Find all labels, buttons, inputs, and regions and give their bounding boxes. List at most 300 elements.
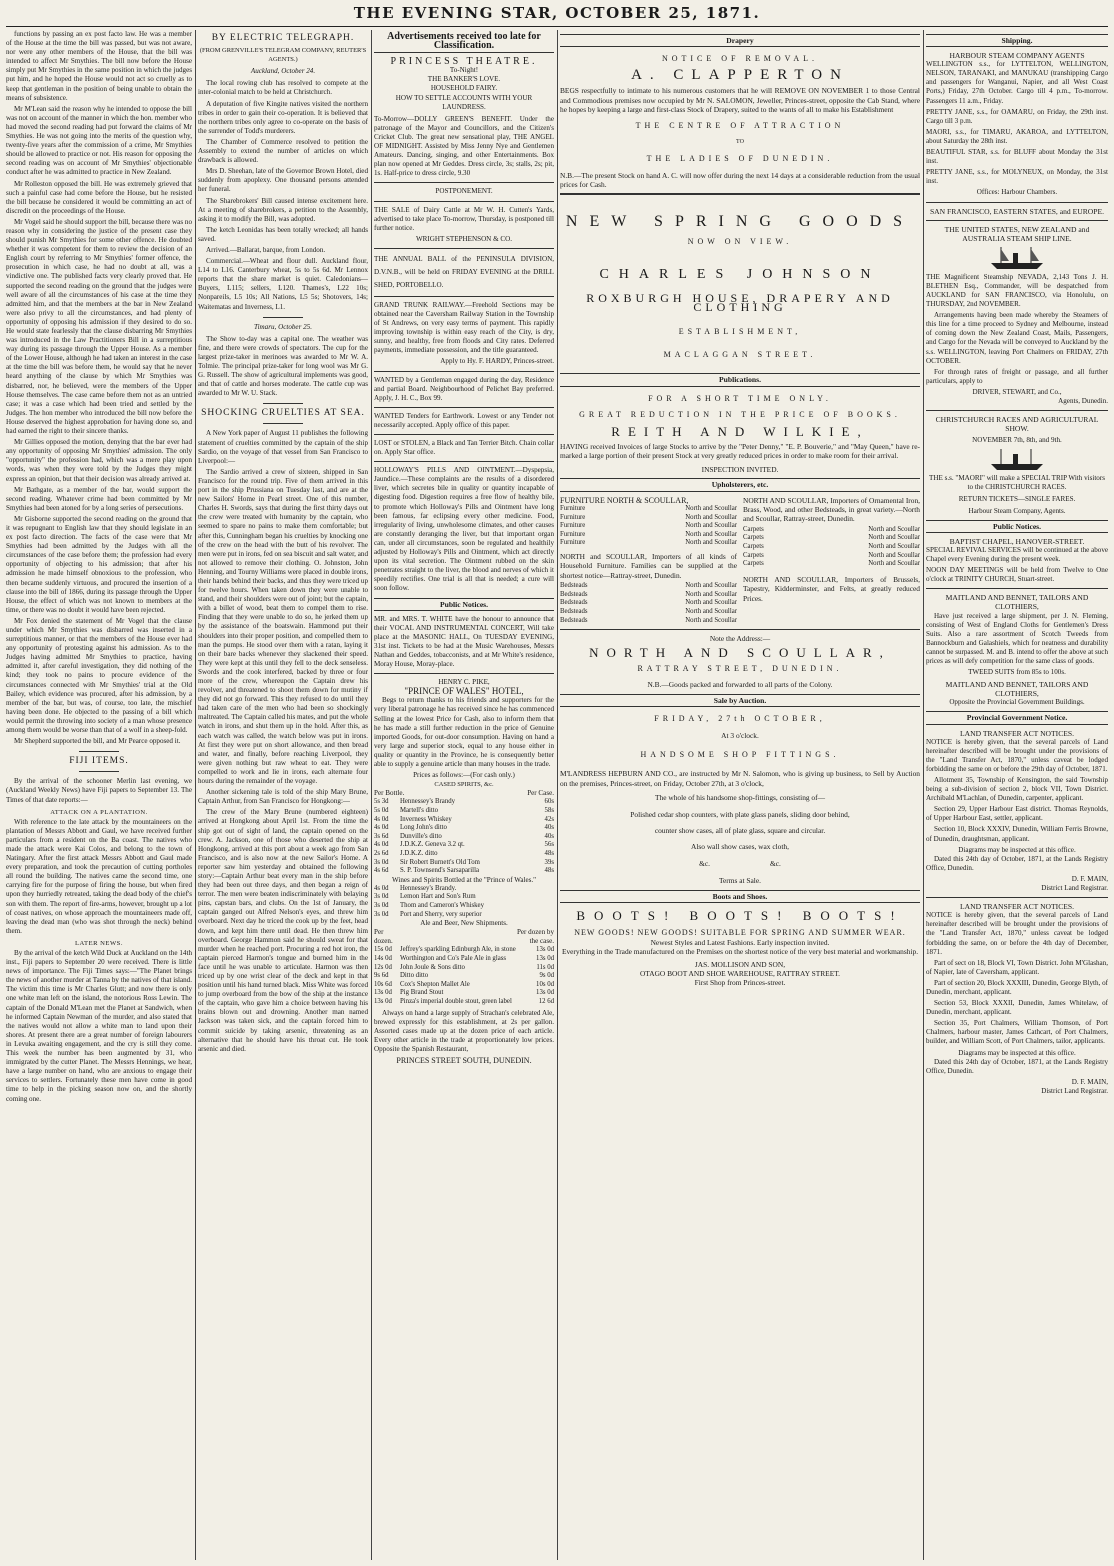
divider xyxy=(263,423,303,424)
attack-subtitle: ATTACK ON A PLANTATION. xyxy=(50,808,148,816)
price-row xyxy=(374,798,554,807)
provincial-header: Provincial Government Notice. xyxy=(926,711,1108,724)
listing-item: Furniture xyxy=(560,539,586,547)
divider xyxy=(79,771,119,772)
price-case: 11s 0d xyxy=(536,963,554,971)
paragraph: Mr Bathgate, as a member of the bar, would support the second reading. Whatever crime had been committed by Mr Smythies had been atoned for by a long series of persecutions. xyxy=(6,485,192,512)
price-bottle: 5s 3d xyxy=(374,798,389,806)
furniture-table xyxy=(560,505,737,548)
wanted-residence: WANTED by a Gentleman engaged during the day, Residence and partial Board. Neighbourhood of Pelichet Bay preferred. Apply, J. H. C., Box 99. xyxy=(374,375,554,402)
publications-header: Publications. xyxy=(560,373,920,386)
listing-row xyxy=(743,526,920,535)
item-name: Dunville's ditto xyxy=(400,832,442,840)
establishment: ESTABLISHMENT, xyxy=(678,326,802,336)
iron-text: NORTH AND SCOULLAR, Importers of Ornamental Iron, Brass, Wood, and other Bedsteads, in great variety.—North and Scoullar, Rattray-street, Dunedin. xyxy=(743,495,920,524)
theatre-tonight: To-Night! xyxy=(449,66,479,75)
boots-header: Boots and Shoes. xyxy=(560,890,920,903)
reith-wilkie: REITH AND WILKIE, xyxy=(611,423,869,439)
item-name: Lemon Hart and Son's Rum xyxy=(400,893,476,901)
price-bottle: 12s 0d xyxy=(374,963,392,971)
price-bottle: 14s 0d xyxy=(374,955,392,963)
price-bottle: 15s 0d xyxy=(374,946,392,954)
spirits-table xyxy=(374,798,554,875)
listing-firm: North and Scoullar xyxy=(868,560,920,568)
listing-item: Bedsteads xyxy=(560,616,588,624)
price-bottle: 13s 0d xyxy=(374,989,392,997)
price-row xyxy=(374,893,554,902)
price-case: 42s xyxy=(544,815,554,823)
column-divider xyxy=(371,30,372,1560)
inspection-invited: INSPECTION INVITED. xyxy=(701,464,779,474)
divider xyxy=(374,182,554,183)
item-name: Pinza's imperial double stout, green label xyxy=(400,998,512,1006)
ale-heading xyxy=(374,928,554,937)
maori-trip: THE s.s. "MAORI" will make a SPECIAL TRIP With visitors to the CHRISTCHURCH RACES. xyxy=(929,474,1105,492)
us-line-title: THE UNITED STATES, NEW ZEALAND and AUSTRALIA STEAM SHIP LINE. xyxy=(944,224,1090,243)
polished-counters: Polished cedar shop counters, with plate glass panels, sliding door behind, xyxy=(630,809,850,819)
column-divider xyxy=(923,30,924,1560)
price-row xyxy=(374,989,554,998)
nevada-notice: THE Magnificent Steamship NEVADA, 2,143 Tons J. H. BLETHEN Esq., Commander, will be despatched from AUCKLAND for SAN FRANCISCO, via Honolulu, on THURSDAY, 2nd NOVEMBER. xyxy=(926,272,1108,309)
top-rule xyxy=(6,26,1108,27)
news-item: The local rowing club has resolved to compete at the inter-colonial match to be held at Christchurch. xyxy=(198,79,368,97)
price-case: 13s 0d xyxy=(536,946,554,954)
item-name: J.D.K.Z. Geneva 3.2 qt. xyxy=(400,841,465,849)
price-case: 56s xyxy=(544,841,554,849)
price-heading xyxy=(374,789,554,798)
item-name: Hennessey's Brandy xyxy=(400,798,456,806)
price-case: 40s xyxy=(544,832,554,840)
per-bottle: Per Bottle. xyxy=(374,789,405,798)
price-row xyxy=(374,807,554,816)
telegraph-title: BY ELECTRIC TELEGRAPH. xyxy=(211,33,355,43)
item-name: Ditto ditto xyxy=(400,972,429,980)
upholsterers-header: Upholsterers, etc. xyxy=(560,478,920,491)
pretty-jane-oamaru: PRETTY JANE, s.s., for OAMARU, on Friday, the 29th inst. Cargo till 3 p.m. xyxy=(926,107,1108,125)
price-case: 9s 0d xyxy=(539,972,554,980)
lta-notice-1: NOTICE is hereby given, that the several parcels of Land hereinafter described will be brought under the provisions of the "Land Transfer Act, 1870," unless caveat be lodged forbidding the same on or before the 29th day of October, 1871. xyxy=(926,737,1108,773)
attack-paragraph: With reference to the late attack by the mountaineers on the plantation of Messrs Abbott and Gaul, we have received further particulars from a resident on the Ba coast. The natives who made the attack were Kai Colos, and belong to the town of Natingary. After the first attack Messrs Abbott and Gaul made every preparation, and took the precaution of cutting portholes all round the building. The natives came the second time, one carrying fire for the purpose of firing the house, but when fired upon they hurriedly retreated, taking the dead body of the chief's son with them. The report of fire-arms, however, brought up a lot of coast natives, on whose approach the mountaineers made off, leaving the dead man (who was shot through the neck) behind them. xyxy=(6,817,192,935)
later-paragraph: By the arrival of the ketch Wild Duck at Auckland on the 14th inst., Fiji papers to September 20 were received. There is little news of importance. The Fiji Times says:—"The Planet brings the news of another murder at Tanna by the natives of that island. The victim this time is Mr Charles Glutt; and now there is only one white man left on the island, the notorious Ross Lewin. The captain of the Donald M'Lean met the Planet at Sandwich, when he informed Captain Newman of the murder, and also stated that the natives would not allow a white man to land upon their shores. At present there are a great number of foreign labourers in Levuka awaiting engagement, and the cry is still they come. This week the number has been augmented by 31, who immigrated by the cutter Planet. The Messrs Hennings, we hear, have a large number on hand, who are anxious to engage their services to settlers. Fortunately these men have come in good time to help in the picking season now on, and the shortly coming one. xyxy=(6,949,192,1103)
new-spring-goods: NEW SPRING GOODS xyxy=(565,213,915,231)
news-item: A deputation of five Kingite natives visited the northern tribes in order to gain their co-operation. It is believed that the northern tribes only agree to co-operate on the basis of the surrender of Todd's murderers. xyxy=(198,99,368,135)
lta-title-2: LAND TRANSFER ACT NOTICES. xyxy=(959,902,1075,912)
listing-row xyxy=(743,552,920,561)
postponement-body: THE SALE of Dairy Cattle at Mr W. H. Cutten's Yards, advertised to take place To-morrow, Thursday, is postponed till further notice. xyxy=(374,205,554,232)
clapperton-nb: N.B.—The present Stock on hand A. C. will now offer during the next 14 days at a considerable reduction from the usual prices for Cash. xyxy=(560,170,920,190)
newest-styles: Newest Styles and Latest Fashions. Early inspection invited. xyxy=(650,937,830,947)
price-bottle: 10s 6d xyxy=(374,980,392,988)
tweed-suits: TWEED SUITS from 85s to 100s. xyxy=(968,668,1066,677)
price-bottle: 4s 0d xyxy=(374,841,389,849)
auction-date: FRIDAY, 27th OCTOBER, xyxy=(654,714,826,724)
item-name: Cox's Shepton Mallet Ale xyxy=(400,980,470,988)
paragraph: Mr Shepherd supported the bill, and Mr Pearce opposed it. xyxy=(14,737,181,746)
price-bottle: 5s 0d xyxy=(374,806,389,814)
item-name: Inverness Whiskey xyxy=(400,815,452,823)
later-subtitle: LATER NEWS. xyxy=(75,939,123,947)
paragraph: The crew of the Mary Brune (numbered eighteen) arrived at Hongkong about April 1st. From the time the ship got out of sight of land, the captain opened on the crew. A. Jackson, one of those who deserted the ship at Hongkong, arrived at this port about a week ago from San Francisco, and is also now at the new Sailor's Home. A reporter saw him yesterday and obtained the following story:—Captain Arthur beat every man in the ship before they had been out three days, and then began a reign of terror. The men were beaten indiscriminately with belaying pins, capstan bars, and clubs. On the 1st of January, the captain ganged out Alfred Nelson's eyes, and threw him overboard. Next day he triced the cook up by the feet, head down, and kept him there until dead. He then threw him overboard. George Hammon said he should sweat for that murder when he reached port. Procuring a red hot iron, the captain pierced Harmon's tongue and burned him in the face until he was unable to articulate. Harmon was then triced up by one wrist clear of the deck and kept in that position until his hand turned black. Miss White was forced to jump overboard from the bow of the ship at the instance of the captain, who gave him a choice between having his brains blown out and drowning. Another man named Jackson was taken sick, and the captain forced him to commit suicide by taking arsenic, threatening as an alternative that he should have his throat cut. He took arsenic and died. xyxy=(198,808,368,1053)
fiji-title: FIJI ITEMS. xyxy=(69,756,129,767)
column-divider xyxy=(557,30,558,1560)
divider xyxy=(79,751,119,752)
price-row xyxy=(374,885,554,894)
book-reduction: GREAT REDUCTION IN THE PRICE OF BOOKS. xyxy=(579,410,901,420)
centre-attraction: THE CENTRE OF ATTRACTION xyxy=(635,121,845,131)
divider xyxy=(560,193,920,195)
listing-firm: North and Scoullar xyxy=(868,534,920,542)
price-row xyxy=(374,859,554,868)
listing-row xyxy=(560,539,737,548)
divider xyxy=(926,410,1108,411)
upholsterers-right xyxy=(743,496,920,626)
wanted-tenders: WANTED Tenders for Earthwork. Lowest or any Tender not necessarily accepted. Apply office of this paper. xyxy=(374,411,554,429)
paragraph: A New York paper of August 11 publishes the following statement of cruelties committed by the captain of the ship Sardio, on the voyage of that vessel from San Francisco to Liverpool:— xyxy=(198,429,368,465)
listing-row xyxy=(560,531,737,540)
shop-fittings: HANDSOME SHOP FITTINGS. xyxy=(640,749,840,759)
allotment-entry: Section 29, Upper Harbour East district. Thomas Reynolds, of Upper Harbour East, settler, applicant. xyxy=(926,805,1108,823)
allotment-entry: Allotment 35, Township of Kensington, the said Township being a sub-division of section 2, block VII, Town District. Archibald M'Lachlan, of Dunedin, carpenter, applicant. xyxy=(926,776,1108,803)
theatre-body: To-Morrow—DOLLY GREEN'S BENEFIT. Under the patronage of the Mayor and Councillors, and the Citizen's Cricket Club. The great new sensational play, THE ANGEL OF MIDNIGHT. Assisted by Miss Jenny Nye and Gentlemen Amateurs. Dancing, singing, and other Entertainments. Box plan now opened at Mr Geddes. Dress circle, 3s; stalls, 2s; pit, 1s. Half-price to dress circle, 9.30 xyxy=(374,114,554,178)
price-row xyxy=(374,833,554,842)
clapperton-body: BEGS respectfully to intimate to his numerous customers that he will REMOVE ON NOVEMBER 1 to those Central and Commodious premises now occupied by Mr N. SALOMON, Jeweller, Princes-street, opposite the Cab Stand, where he hopes by keeping a large and first-class Stock of Drapery, suited to the wants of all to make his Establishment xyxy=(560,86,920,115)
public-notices-header: Public Notices. xyxy=(926,520,1108,533)
whole-fittings: The whole of his handsome shop-fittings, consisting of— xyxy=(655,793,825,803)
item-name: Thom and Cameron's Whiskey xyxy=(400,902,484,909)
divider xyxy=(263,317,303,318)
pike-address: PRINCES STREET SOUTH, DUNEDIN. xyxy=(396,1056,532,1066)
theatre-line-2: HOUSEHOLD FAIRY. xyxy=(430,84,498,93)
divider xyxy=(374,296,554,297)
ale-dozen: dozen. xyxy=(374,937,393,946)
timaru-paragraph: The Show to-day was a capital one. The weather was fine, and there were crowds of spectators. The cup for the largest prize-taker in merinoes was awarded to Mr W. A. Tolmie. The principal prize-taker for long wool was Mr G. G. Russell. The show of agricultural implements was good, and that of cattle and horses moderate. The cattle cup was awarded to Mr W. U. Stack. xyxy=(198,334,368,398)
price-bottle: 13s 0d xyxy=(374,998,392,1006)
fiji-intro: By the arrival of the schooner Merlin last evening, we (Auckland Weekly News) have Fiji papers to September 13. The Times of that date reports:— xyxy=(6,777,192,804)
steamship-icon xyxy=(987,245,1047,271)
now-on-view: NOW ON VIEW. xyxy=(687,236,793,246)
drapery-header: Drapery xyxy=(560,34,920,47)
return-tickets: RETURN TICKETS—SINGLE FARES. xyxy=(958,494,1076,503)
ball-notice: THE ANNUAL BALL of the PENINSULA DIVISION, D.V.N.B., will be held on FRIDAY EVENING at the DRILL SHED, PORTOBELLO. xyxy=(374,254,554,289)
price-case: 13s 0d xyxy=(536,989,554,997)
listing-firm: North and Scoullar xyxy=(868,551,920,559)
listing-item: Furniture xyxy=(560,504,586,512)
bedsteads-table xyxy=(560,582,737,625)
item-name: Long John's ditto xyxy=(400,824,447,832)
mollison: JAS. MOLLISON AND SON, xyxy=(694,959,786,969)
per-case: Per Case. xyxy=(527,789,554,798)
item-name: Sir Robert Burnett's Old Tom xyxy=(400,858,480,866)
news-item: Arrived.—Ballarat, barque, from London. xyxy=(206,245,326,254)
divider xyxy=(263,403,303,404)
price-row xyxy=(374,998,554,1007)
pike-name: HENRY C. PIKE, xyxy=(438,678,490,687)
ladies-of-dunedin: THE LADIES OF DUNEDIN. xyxy=(646,154,834,164)
rattray-street: RATTRAY STREET, DUNEDIN. xyxy=(637,663,843,673)
divider xyxy=(374,407,554,408)
ales-table xyxy=(374,946,554,1006)
auction-time: At 3 o'clock. xyxy=(721,730,759,740)
listing-row xyxy=(743,560,920,569)
divider xyxy=(374,248,554,249)
listing-item: Carpets xyxy=(743,551,764,559)
price-case: 10s 0d xyxy=(536,980,554,988)
item-name: J.D.K.Z. ditto xyxy=(400,849,438,857)
listing-firm: North and Scoullar xyxy=(685,590,737,598)
item-name: S. P. Townsend's Sarsaparilla xyxy=(400,867,479,875)
main-1: D. F. MAIN, xyxy=(1071,874,1108,883)
auction-header: Sale by Auction. xyxy=(560,694,920,707)
maitland-opposite: Opposite the Provincial Government Buildings. xyxy=(949,698,1085,707)
etc-2: &c. xyxy=(770,858,781,868)
item-name: Worthington and Co's Pale Ale in glass xyxy=(400,955,507,963)
note-address: Note the Address:— xyxy=(709,634,771,644)
steamship-icon xyxy=(987,448,1047,472)
shipping-header: Shipping. xyxy=(926,34,1108,47)
paragraph: Mr Rolleston opposed the bill. He was extremely grieved that such a painful case had come before the House, but he resisted the bill because he considered it would be committing an act of discredit on the proceedings of the House. xyxy=(6,179,192,215)
listing-item: Carpets xyxy=(743,525,764,533)
price-bottle: 3s 0d xyxy=(374,893,389,901)
harbour-company-agents: Harbour Steam Company, Agents. xyxy=(968,506,1066,515)
divider xyxy=(374,461,554,462)
wines-table xyxy=(374,885,554,919)
column-4 xyxy=(560,30,920,1560)
price-bottle: 4s 0d xyxy=(374,815,389,823)
listing-firm: North and Scoullar xyxy=(685,582,737,590)
item-name: Hennessey's Brandy. xyxy=(400,884,457,892)
arrangements: Arrangements having been made whereby the Steamers of this line for a time proceed to Sydney and Melbourne, instead of coming down the New Zealand Coast, Mails, Passengers, and Cargo for the Nevada will be conveyed to Auckland by the s.s. WELLINGTON, leaving Port Chalmers on FRIDAY, 27th OCTOBER. xyxy=(926,311,1108,365)
etc-1: &c. xyxy=(699,858,710,868)
allotment-entry: Section 53, Block XXXII, Dunedin, James Whitelaw, of Dunedin, merchant, applicant. xyxy=(926,999,1108,1017)
allotments-1 xyxy=(926,776,1108,844)
diagrams-1: Diagrams may be inspected at this office. xyxy=(958,845,1076,854)
price-row xyxy=(374,955,554,964)
price-bottle: 3s 6d xyxy=(374,832,389,840)
charles-johnson: CHARLES JOHNSON xyxy=(599,267,881,283)
listing-row xyxy=(560,599,737,608)
listing-firm: North and Scoullar xyxy=(685,530,737,538)
lta-notice-2: NOTICE is hereby given, that the several parcels of Land hereinafter described will be brought under the provisions of the "Land Transfer Act, 1870," unless caveat be lodged forbidding the same, on or before the 4th day of December, 1871. xyxy=(926,911,1108,956)
price-bottle: 3s 0d xyxy=(374,858,389,866)
price-bottle: 4s 0d xyxy=(374,824,389,832)
dateline-timaru: Timaru, October 25. xyxy=(254,322,312,331)
holloway-notice: HOLLOWAY'S PILLS AND OINTMENT.—Dyspepsia, Jaundice.—These complaints are the results of a disordered liver, which secretes bile in quality or quantity incapable of digesting food. Digestion requires a free flow of healthy bile, to promote which Holloway's Pills and Ointment have long been famous, far eclipsing every other medicine. Food, irregularity of living, unwholesome climates, and other causes are constantly deranging the liver, but that important organ can, under all circumstances, soon be regulated and healthily adjusted by Holloway's Pills and Ointment, which act directly upon its vital secretion. The Ointment rubbed on the skin penetrates straight to the liver, the blood and nerves of which it speedily rectifies. One trial is all that is needed; a cure will soon follow. xyxy=(374,466,554,593)
listing-item: Furniture xyxy=(560,530,586,538)
postponement-title: POSTPONEMENT. xyxy=(435,187,493,196)
listing-item: Bedsteads xyxy=(560,607,588,615)
price-case: 58s xyxy=(544,806,554,814)
column-divider xyxy=(195,30,196,1560)
price-row xyxy=(374,867,554,876)
theatre-title: PRINCESS THEATRE. xyxy=(390,56,538,68)
pike-footer: Always on hand a large supply of Strachan's celebrated Ale, brewed expressly for this establishment, at 2s per gallon. Assorted cases made up at the dozen price of each article. Every other article in the trade at proportionately low prices. Opposite the Spanish Restaurant, xyxy=(374,1008,554,1053)
price-bottle: 4s 0d xyxy=(374,884,389,892)
listing-firm: North and Scoullar xyxy=(685,539,737,547)
ale-per: Per xyxy=(374,928,384,937)
listing-item: Bedsteads xyxy=(560,590,588,598)
short-time: FOR A SHORT TIME ONLY. xyxy=(648,393,832,403)
allotment-entry: Part of sect on 18, Block VI, Town District. John M'Glashan, of Napier, late of Caversham, applicant. xyxy=(926,958,1108,976)
pike-hotel: "PRINCE OF WALES" HOTEL, xyxy=(404,686,524,697)
ale-heading-2 xyxy=(374,937,554,946)
paragraph: Mr Fox denied the statement of Mr Vogel that the clause under which Mr Smythies was disbarred was inserted in a surreptitious manner, or that the members of the House ever had any opportunity of protesting against his admission. As to the Judges having admitted Mr Smythies to practice, having admitted it, after careful investigation, they did nothing of the kind; they took no pains to procure evidence of the circumstances connected with Mr Smythies' trial at the Old Bailey, which evidence was procured, after his admission, by a member of the bar, but was, of course, too late, the mischief having been done. He objected to the passing of a bill which would permit the throwing into society of a man whose presence among them would be worse than that of a wolf in a sheep-fold. xyxy=(6,616,192,735)
brussels-text: NORTH AND SCOULLAR, Importers of Brussels, Tapestry, Kidderminster, and Felts, at greatly reduced Prices. xyxy=(743,574,920,603)
allotment-entry: Section 35, Port Chalmers, William Thomson, of Port Chalmers, harbour master, James Cathcart, of Port Chalmers, builder, and William Scott, of Port Chalmers, tailor, applicants. xyxy=(926,1019,1108,1046)
price-bottle: 9s 6d xyxy=(374,972,389,980)
allotment-entry: Section 10, Block XXXIV, Dunedin, William Ferris Browne, of Dunedin, draughtsman, applicant. xyxy=(926,825,1108,843)
main-2: D. F. MAIN, xyxy=(1071,1077,1108,1086)
driver-stewart: DRIVER, STEWART, and Co., xyxy=(972,387,1062,396)
price-case: 48s xyxy=(544,867,554,875)
counter-cases: counter show cases, all of plate glass, square and circular. xyxy=(654,826,826,835)
price-row xyxy=(374,981,554,990)
maori-timaru: MAORI, s.s., for TIMARU, AKAROA, and LYTTELTON, about Saturday the 28th inst. xyxy=(926,127,1108,145)
listing-row xyxy=(560,608,737,617)
new-goods: NEW GOODS! NEW GOODS! SUITABLE FOR SPRING AND SUMMER WEAR. xyxy=(574,928,906,938)
masthead: THE EVENING STAR, OCTOBER 25, 1871. xyxy=(353,4,761,22)
everything-trade: Everything in the Trade manufactured on the Premises on the shortest notice of the very best material and workmanship. xyxy=(561,947,919,957)
parliament-report xyxy=(6,30,192,746)
reith-body: HAVING received Invoices of large Stocks to arrive by the "Peter Denny," "E. P. Bouverie," and "May Queen," have re-marked a large portion of their present Stock at very greatly reduced prices in order to make room for their arrival. xyxy=(560,441,920,461)
railway-signature: Apply to Hy. F. HARDY, Princes-street. xyxy=(440,357,554,366)
item-name: Martell's ditto xyxy=(400,806,439,814)
price-bottle: 3s 0d xyxy=(374,910,389,918)
price-case: 40s xyxy=(544,824,554,832)
roxburgh-house: ROXBURGH HOUSE, DRAPERY AND CLOTHING xyxy=(586,290,894,315)
upholsterers-grid xyxy=(560,496,920,626)
carpets-table xyxy=(743,526,920,569)
registrar-2: District Land Registrar. xyxy=(1041,1086,1108,1095)
item-name: Pig Brand Stout xyxy=(400,989,444,997)
public-notices-header: Public Notices. xyxy=(374,598,554,611)
ns-nb: N.B.—Goods packed and forwarded to all parts of the Colony. xyxy=(647,680,833,690)
price-bottle: 3s 0d xyxy=(374,902,389,909)
listing-item: Furniture xyxy=(560,522,586,530)
paragraph: The Sardio arrived a crew of sixteen, shipped in San Francisco for the round trip. Five of them arrived in this port in the ship Prussiana on Tuesday last, and are at the new Sailors' Home in Pearl street. One of this number, Charles H. Swords, says that during the first thirty days out the crew were treated with humanity by the captain, who seemed to spare no pains to make them comfortable; but after this, Cunningham began his cruelties by knocking one of the crew on the head with the butt of his revolver. The men were put in irons, fed on sea biscuit and salt water, and not allowed to remove their clothing. O. Johnston, John Henning, and Tourny Williams were placed in double irons, their hands behind their backs, and thus they were triced up for twelve hours. When taken down they were unable to stand, and their shoulders were out of joint; but the captain, with a billet of wood, beat them to compel them to rise. Finding that they were unable to do so, he jerked them up by the assistance of the boatswain. Hammond put their shoulders into their proper position, and compelled them to man the pumps. He stood over them with a ratan, laying it on their bare backs whenever they slackened their speed. They were kept at this until they fell to the deck senseless. Swords and the cook interfered, backed by three or four more of the crew, whereupon the Captain drew his revolver, and threatened to shoot them down for mutiny if they did not go forward. This they refused to do until they had taken care of the men who had been so shockingly maltreated. The Captain called his mates, and put the whole watch in irons, and shut them up in the hold. After this, as each watch was called, the watch below was put in irons. At first they were put on short allowance, and then bread and water, and finally, before reaching Liverpool, they were given nothing but raw wheat to eat. They were compelled to work and lie in irons, each alternate four hours during the remainder of the voyage. xyxy=(198,467,368,786)
cased-spirits: CASED SPIRITS, &c. xyxy=(434,781,494,789)
paragraph: functions by passing an ex post facto law. He was a member of the House at the time the bill was passed, but was not aware, nor were any other members of the House, that the bill was intended to affect Mr Smythies. The bill now before the House simply put Mr Smythies in the same position in which the judges put him, and he hoped the House would not act so cruelly as to keep that gentleman in the position of being unable to obtain the means of subsistence. xyxy=(6,30,192,102)
listing-firm: North and Scoullar xyxy=(685,504,737,512)
wall-cases: Also wall show cases, wax cloth, xyxy=(691,842,789,852)
column-2 xyxy=(198,30,368,1560)
paragraph: Mr Gillies opposed the motion, denying that the bar ever had any opportunity of opposing Mr Smythies' admission. The only "opportunity" the profession had, which was a mere play upon words, was when they were told by the Judges they might express an opinion, but that their decision was already arrived at. xyxy=(6,438,192,483)
to-word: TO xyxy=(736,138,744,145)
listing-firm: North and Scoullar xyxy=(685,616,737,624)
railway-notice: GRAND TRUNK RAILWAY.—Freehold Sections may be obtained near the Caversham Railway Station in the Township of St Andrews, on very easy terms of payment. This rapidly improving township is within easy reach of the City, is dry, sunny, and healthy, free from floods and City rates. Deferred payments, immediate possession, and the title guaranteed. xyxy=(374,300,554,355)
divider xyxy=(926,220,1108,221)
maitland-body: Have just received a large shipment, per J. N. Fleming, consisting of West of England Cloths for Gentlemen's Dress Suits. Also a rare assortment of Scotch Tweeds from Bannockburn and Galashiels, which for neatness and durability cannot be surpassed. M. and B. intend to offer the above at such prices as will defy competition for the same class of goods. xyxy=(926,611,1108,665)
news-item: Mrs D. Sheehan, late of the Governor Brown Hotel, died suddenly from apoplexy. One thousand persons attended her funeral. xyxy=(198,167,368,194)
wines-title: Wines and Spirits Bottled at the "Prince of Wales." xyxy=(391,875,537,884)
ns-big: NORTH AND SCOULLAR, xyxy=(589,644,891,660)
lta-title-1: LAND TRANSFER ACT NOTICES. xyxy=(959,728,1075,738)
paragraph: Mr M'Lean said the reason why he intended to oppose the bill was not on account of the manner in which the hon. member who had moved the second reading had put forward the claims of Mr Smythies. He was not going into the merits of the question why, twenty-five years after the commission of a crime, Mr Smythies should be allowed to practice or not. His reason for opposing the second reading was on account of Mr Smythies' objectionable conduct after he was admitted to practice in New Zealand. xyxy=(6,104,192,177)
noon-meetings: NOON DAY MEETINGS will be held from Twelve to One o'clock at TRINITY CHURCH, Stuart-street. xyxy=(926,566,1108,584)
lost-notice: LOST or STOLEN, a Black and Tan Terrier Bitch. Chain collar on. Apply Star office. xyxy=(374,439,554,457)
news-item: The Chamber of Commerce resolved to petition the Assembly to extend the number of articles on which drawback is allowed. xyxy=(198,137,368,165)
price-row xyxy=(374,946,554,955)
prices-title: Prices as follows:—(For cash only.) xyxy=(413,771,515,780)
dated-1: Dated this 24th day of October, 1871, at the Lands Registry Office, Dunedin. xyxy=(926,854,1108,872)
agents-dunedin: Agents, Dunedin. xyxy=(1058,397,1108,405)
upholsterers-left xyxy=(560,496,737,626)
price-row xyxy=(374,972,554,981)
divider xyxy=(374,201,554,202)
pretty-jane-molyneux: PRETTY JANE, s.s., for MOLYNEUX, on Monday, the 31st inst. xyxy=(926,168,1108,186)
offices: Offices: Harbour Chambers. xyxy=(976,188,1058,197)
races-dates: NOVEMBER 7th, 8th, and 9th. xyxy=(972,436,1062,445)
baptist-chapel: BAPTIST CHAPEL, HANOVER-STREET. xyxy=(949,536,1085,546)
price-row xyxy=(374,911,554,920)
telegraph-source: (FROM GRENVILLE'S TELEGRAM COMPANY, REUTER'S AGENTS.) xyxy=(199,47,367,64)
listing-firm: North and Scoullar xyxy=(868,525,920,533)
divider xyxy=(560,629,920,630)
removal-title: NOTICE OF REMOVAL. xyxy=(661,54,819,64)
postponement-signature: WRIGHT STEPHENSON & CO. xyxy=(415,234,513,243)
price-row xyxy=(374,824,554,833)
price-bottle: 4s 6d xyxy=(374,867,389,875)
clapperton-name: A. CLAPPERTON xyxy=(631,66,849,83)
registrar-1: District Land Registrar. xyxy=(1041,884,1108,893)
price-row xyxy=(374,850,554,859)
price-case: 48s xyxy=(544,849,554,857)
price-row xyxy=(374,964,554,973)
paragraph: Another sickening tale is told of the ship Mary Brune, Captain Arthur, from San Francisco for Hongkong:— xyxy=(198,788,368,806)
divider xyxy=(374,673,554,674)
listing-item: Bedsteads xyxy=(560,582,588,590)
divider xyxy=(926,202,1108,203)
cruelty-title: SHOCKING CRUELTIES AT SEA. xyxy=(201,408,365,419)
listing-firm: North and Scoullar xyxy=(685,522,737,530)
listing-row xyxy=(560,617,737,626)
etc-row xyxy=(560,859,920,868)
san-francisco-title: SAN FRANCISCO, EASTERN STATES, and EUROPE. xyxy=(929,206,1105,216)
freight: For through rates of freight or passage, and all further particulars, apply to xyxy=(926,367,1108,385)
divider xyxy=(374,434,554,435)
pike-body: Begs to return thanks to his friends and supporters for the very liberal patronage he has received since he has commenced Selling at the lowest Price for Cash, also to inform them that he has made a still further reduction in the price of Genuine imported Goods, for out-door consumption. Having on hand a very large and superior stock, equal to any house either in quality or quantity in the Province, he is consequently better able to supply a genuine article than many houses in the trade. xyxy=(374,696,554,768)
listing-row xyxy=(560,514,737,523)
maitland-title: MAITLAND AND BENNET, TAILORS AND CLOTHIERS, xyxy=(945,593,1089,612)
dateline-auckland: Auckland, October 24. xyxy=(250,67,316,76)
listing-firm: North and Scoullar xyxy=(685,513,737,521)
item-name: Jeffrey's sparkling Edinburgh Ale, in stone xyxy=(400,946,516,954)
ale-the-case: the case. xyxy=(529,937,554,946)
paragraph: Mr Gisborne supported the second reading on the ground that it was repugnant to English law that they should legislate in an ex post facto direction. The facts of the case were that Mr Smythies had been admitted by the Judges with all the circumstances of the case before them; the profession had every opportunity of objecting to his admission; that after his admission he made himself obnoxious to the profession, who then became suddenly virtuous, and procured the insertion of a clause into the bill of 1866, during its passage through the Upper House, the effect of which was not known to members at the time, or there was no doubt it would have been rejected. xyxy=(6,514,192,614)
divider xyxy=(926,588,1108,589)
maclaggan-street: MACLAGGAN STREET. xyxy=(663,349,817,359)
news-item: The ketch Leonidas has been totally wrecked; all hands saved. xyxy=(198,225,368,243)
allotment-entry: Part of section 20, Block XXXIII, Dunedin, George Blyth, of Dunedin, merchant, applicant. xyxy=(926,978,1108,996)
cruelty-article xyxy=(198,429,368,1053)
races-title: CHRISTCHURCH RACES AND AGRICULTURAL SHOW. xyxy=(935,415,1099,434)
price-row xyxy=(374,841,554,850)
white-concert: MR. and MRS. T. WHITE have the honour to announce that their VOCAL AND INSTRUMENTAL CONCERT, Will take place at the MASONIC HALL, On TUESDAY EVENING, 31st inst. Tickets to be had at the Music Warehouses, Messrs Nathan and Geddes, tobacconists, and at Mr White's residence, Moray House, Moray-place. xyxy=(374,614,554,669)
listing-row xyxy=(560,591,737,600)
price-case: 12 6d xyxy=(538,998,554,1006)
item-name: Port and Sherry, very superior xyxy=(400,910,482,918)
listing-item: Furniture xyxy=(560,513,586,521)
importers-text: NORTH and SCOULLAR, Importers of all kinds of Household Furniture. Families can be supplied at the shortest notice—Rattray-street, Dunedin. xyxy=(560,551,737,580)
price-row xyxy=(374,902,554,911)
first-shop: First Shop from Princes-street. xyxy=(694,978,786,988)
furniture-title: FURNITURE NORTH & SCOULLAR, xyxy=(560,495,689,505)
allotments-2 xyxy=(926,959,1108,1047)
listing-row xyxy=(743,543,920,552)
column-5 xyxy=(926,30,1108,1560)
listing-row xyxy=(560,522,737,531)
listing-firm: North and Scoullar xyxy=(685,599,737,607)
beautiful-star: BEAUTIFUL STAR, s.s. for BLUFF about Monday the 31st inst. xyxy=(926,148,1108,166)
